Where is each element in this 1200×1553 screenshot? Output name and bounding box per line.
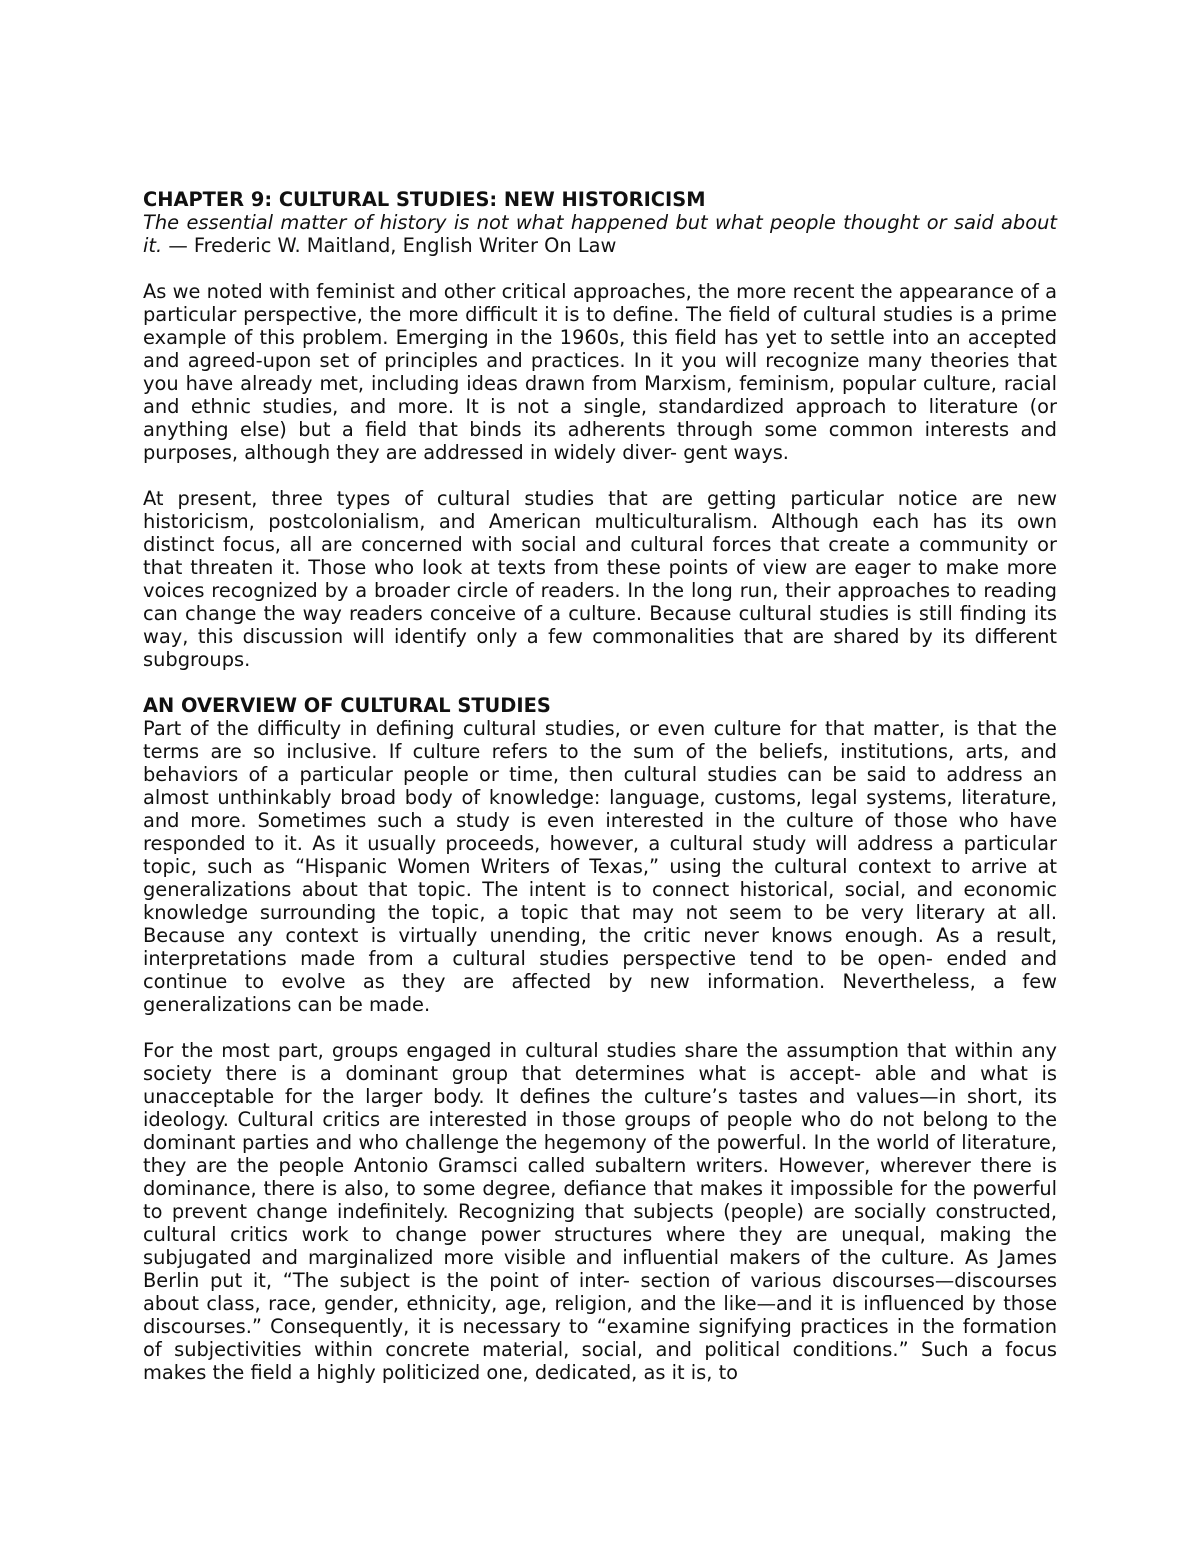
intro-paragraph-1: As we noted with feminist and other critical approaches, the more recent the appearance of a particular perspective, the more difficult it is to define. The field of cultural studies is a prime example of this problem. Emerging in the 1960s, this field has yet to settle into an accepted and agreed-upon set of principles and practices. In it you will recognize many theories that you have already met, including ideas drawn from Marxism, feminism, popular culture, racial and ethnic studies, and more. It is not a single, standardized approach to literature (or anything else) but a field that binds its adherents through some common interests and purposes, although they are addressed in widely diver- gent ways. [143,280,1057,464]
document-page [143,188,1057,1384]
spacer [143,464,1057,487]
spacer [143,671,1057,694]
chapter-title: CHAPTER 9: CULTURAL STUDIES: NEW HISTORICISM [143,188,706,211]
epigraph [143,211,1057,257]
epigraph-attribution: — Frederic W. Maitland, English Writer On Law [162,234,617,257]
section-paragraph-1: Part of the difficulty in defining cultural studies, or even culture for that matter, is that the terms are so inclusive. If culture refers to the sum of the beliefs, institutions, arts, and behaviors of a particular people or time, then cultural studies can be said to address an almost unthinkably broad body of knowledge: language, customs, legal systems, literature, and more. Sometimes such a study is even interested in the culture of those who have responded to it. As it usually proceeds, however, a cultural study will address a particular topic, such as “Hispanic Women Writers of Texas,” using the cultural context to arrive at generalizations about that topic. The intent is to connect historical, social, and economic knowledge surrounding the topic, a topic that may not seem to be very literary at all. Because any context is virtually unending, the critic never knows enough. As a result, interpretations made from a cultural studies perspective tend to be open- ended and continue to evolve as they are affected by new information. Nevertheless, a few generalizations can be made. [143,717,1057,1016]
spacer [143,257,1057,280]
intro-paragraph-2: At present, three types of cultural studies that are getting particular notice are new historicism, postcolonialism, and American multiculturalism. Although each has its own distinct focus, all are concerned with social and cultural forces that create a community or that threaten it. Those who look at texts from these points of view are eager to make more voices recognized by a broader circle of readers. In the long run, their approaches to reading can change the way readers conceive of a culture. Because cultural studies is still finding its way, this discussion will identify only a few commonalities that are shared by its different subgroups. [143,487,1057,671]
spacer [143,1016,1057,1039]
epigraph-quote: The essential matter of history is not what happened but what people thought or said about it. [143,211,1057,257]
section-heading: AN OVERVIEW OF CULTURAL STUDIES [143,694,551,717]
section-paragraph-2: For the most part, groups engaged in cultural studies share the assumption that within any society there is a dominant group that determines what is accept- able and what is unacceptable for the larger body. It defines the culture’s tastes and values—in short, its ideology. Cultural critics are interested in those groups of people who do not belong to the dominant parties and who challenge the hegemony of the powerful. In the world of literature, they are the people Antonio Gramsci called subaltern writers. However, wherever there is dominance, there is also, to some degree, defiance that makes it impossible for the powerful to prevent change indefinitely. Recognizing that subjects (people) are socially constructed, cultural critics work to change power structures where they are unequal, making the subjugated and marginalized more visible and influential makers of the culture. As James Berlin put it, “The subject is the point of inter- section of various discourses—discourses about class, race, gender, ethnicity, age, religion, and the like—and it is influenced by those discourses.” Consequently, it is necessary to “examine signifying practices in the formation of subjectivities within concrete material, social, and political conditions.” Such a focus makes the field a highly politicized one, dedicated, as it is, to [143,1039,1057,1384]
